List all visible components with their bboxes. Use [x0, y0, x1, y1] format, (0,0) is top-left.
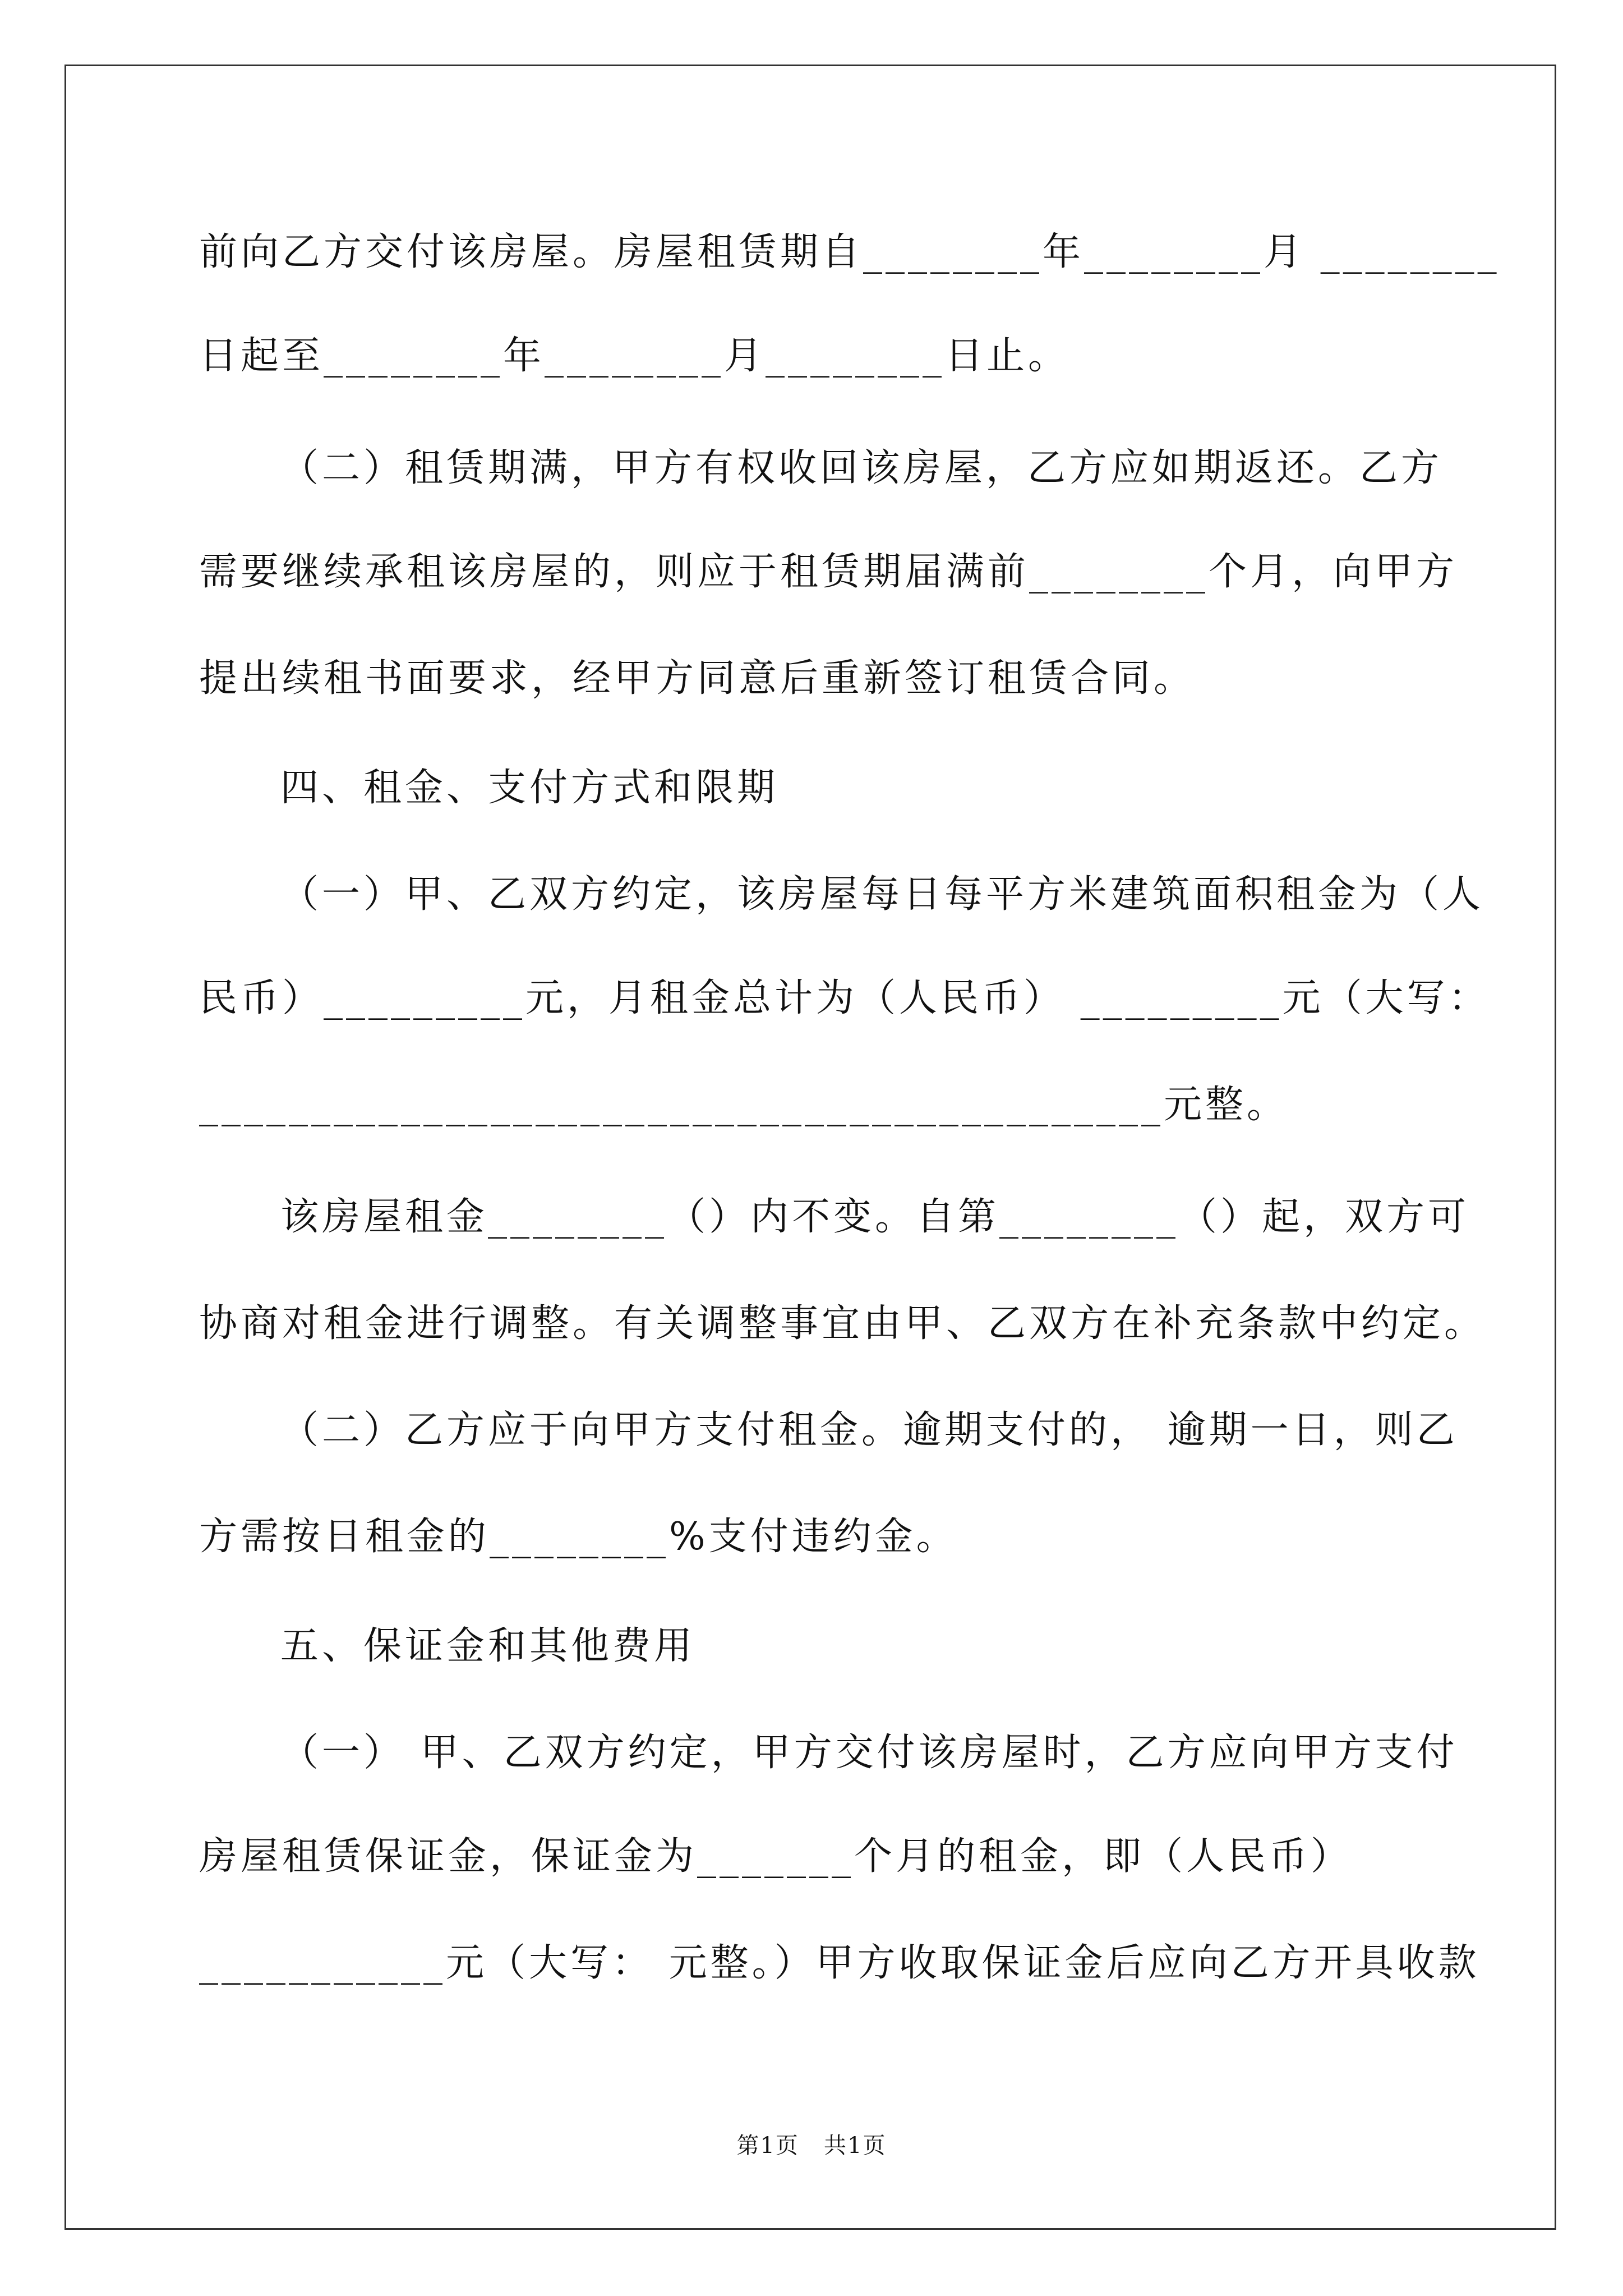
text-line-5: 提出续租书面要求，经甲方同意后重新签订租赁合同。 — [199, 656, 1196, 701]
text-line-12: （二）乙方应于向甲方支付租金。逾期支付的， 逾期一日，则乙 — [280, 1408, 1458, 1452]
text-line-10: 该房屋租金________（）内不变。自第________（）起，双方可 — [280, 1195, 1470, 1239]
text-line-7: （一）甲、乙双方约定，该房屋每日每平方米建筑面积租金为（人 — [280, 872, 1484, 917]
text-line-17: ___________元（大写： 元整。）甲方收取保证金后应向乙方开具收款 — [199, 1941, 1480, 1985]
text-line-1: 前向乙方交付该房屋。房屋租赁期自________年________月 ________ — [199, 230, 1500, 274]
page-border — [64, 65, 1556, 2230]
text-line-3: （二）租赁期满，甲方有权收回该房屋，乙方应如期返还。乙方 — [280, 446, 1443, 490]
text-line-4: 需要继续承租该房屋的，则应于租赁期届满前________个月，向甲方 — [199, 550, 1458, 594]
text-line-8: 民币）_________元，月租金总计为（人民币） _________元（大写： — [199, 976, 1490, 1020]
text-line-16: 房屋租赁保证金，保证金为_______个月的租金，即（人民币） — [199, 1834, 1353, 1879]
text-line-15: （一） 甲、乙双方约定，甲方交付该房屋时，乙方应向甲方支付 — [280, 1731, 1458, 1775]
text-line-9: ___________________________________________元整。 — [199, 1083, 1289, 1127]
text-line-13: 方需按日租金的________%支付违约金。 — [199, 1515, 958, 1559]
section-heading-4: 四、租金、支付方式和限期 — [280, 766, 779, 810]
section-heading-5: 五、保证金和其他费用 — [280, 1624, 696, 1668]
page-number-footer: 第1页 共1页 — [736, 2133, 887, 2159]
text-line-2: 日起至________年________月________日止。 — [199, 334, 1070, 378]
text-line-11: 协商对租金进行调整。有关调整事宜由甲、乙双方在补充条款中约定。 — [199, 1301, 1486, 1346]
